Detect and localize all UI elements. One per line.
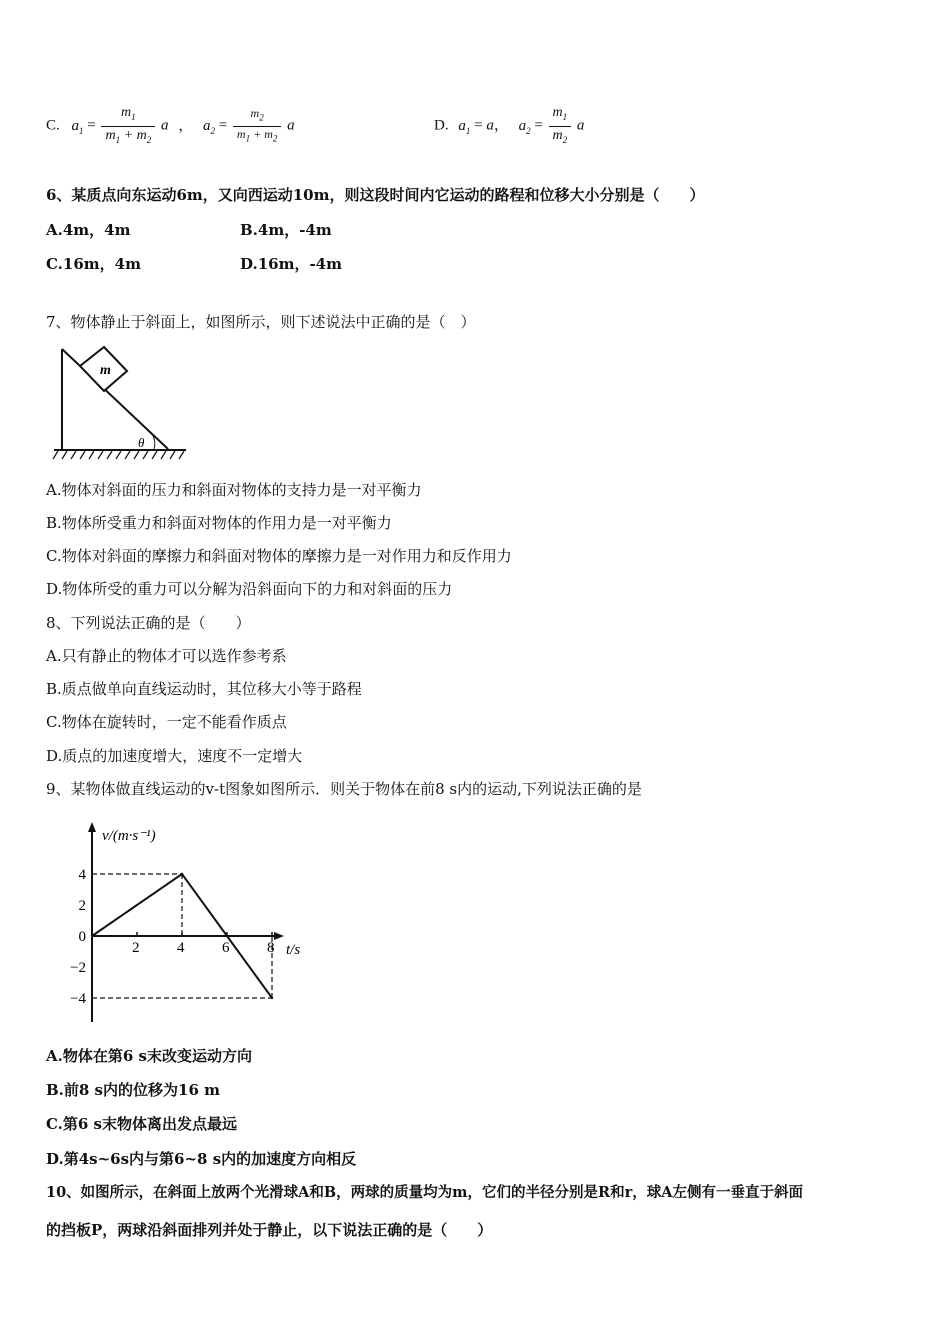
q5-option-c: C. $a_1$ = $\frac{m_1}{m_1 + m_2}$ a ， $a_2$ = $\frac{m_2}{m_1 + m_2}$ a [46, 104, 295, 149]
data-point [226, 935, 228, 937]
y-axis-label: v/(m·s⁻¹) [102, 828, 156, 844]
option-label: C. [46, 117, 60, 134]
x-axis-label: t/s [286, 942, 301, 958]
q10-line-1: 10、如图所示，在斜面上放两个光滑球A和B，两球的质量均为m，它们的半径分别是R和r，球A左侧有一垂直于斜面 [46, 1184, 803, 1201]
q7-option-b: B.物体所受重力和斜面对物体的作用力是一对平衡力 [46, 514, 392, 532]
q5-option-d: D. $a_1 = a$， $a_2$ = $\frac{m_1}{m_2}$ a [434, 104, 584, 149]
angle-label: θ [138, 435, 145, 450]
q7-option-d: D.物体所受的重力可以分解为沿斜面向下的力和对斜面的压力 [46, 580, 453, 598]
q6-option-b: B.4m，-4m [240, 221, 332, 239]
q6-option-d: D.16m，-4m [240, 255, 342, 273]
q9-option-d: D.第4s~6s内与第6~8 s内的加速度方向相反 [46, 1150, 357, 1168]
incline-figure [50, 343, 190, 465]
y-axis-arrow [88, 822, 96, 832]
y-tick-label: 0 [78, 929, 86, 945]
vt-chart [58, 818, 318, 1030]
q9-option-a: A.物体在第6 s末改变运动方向 [46, 1047, 252, 1065]
q8-option-d: D.质点的加速度增大，速度不一定增大 [46, 747, 303, 765]
y-tick-label: 2 [78, 898, 86, 914]
y-tick-label: −4 [70, 991, 86, 1007]
q8-option-a: A.只有静止的物体才可以选作参考系 [46, 647, 287, 665]
q8-option-b: B.质点做单向直线运动时，其位移大小等于路程 [46, 680, 362, 698]
q7-option-c: C.物体对斜面的摩擦力和斜面对物体的摩擦力是一对作用力和反作用力 [46, 547, 512, 565]
q9-question: 9、某物体做直线运动的v-t图象如图所示．则关于物体在前8 s内的运动,下列说法正确的是 [46, 780, 642, 798]
q7-option-a: A.物体对斜面的压力和斜面对物体的支持力是一对平衡力 [46, 481, 422, 499]
fraction: $\frac{m_2}{m_1 + m_2}$ [233, 106, 281, 146]
q6-question: 6、某质点向东运动6m，又向西运动10m，则这段时间内它运动的路程和位移大小分别是（ ） [46, 186, 705, 204]
x-tick-label: 8 [267, 940, 275, 956]
block-label: m [100, 363, 111, 378]
q6-option-a: A.4m，4m [46, 221, 131, 239]
q9-option-c: C.第6 s末物体离出发点最远 [46, 1115, 238, 1133]
data-point [91, 935, 93, 937]
data-point [181, 873, 183, 875]
y-tick-label: 4 [78, 867, 86, 883]
q9-option-b: B.前8 s内的位移为16 m [46, 1081, 220, 1099]
q8-option-c: C.物体在旋转时，一定不能看作质点 [46, 713, 287, 731]
y-tick-label: −2 [70, 960, 86, 976]
x-tick-label: 2 [132, 940, 140, 956]
fraction: $\frac{m_1}{m_1 + m_2}$ [101, 104, 155, 149]
q10-line-2: 的挡板P，两球沿斜面排列并处于静止，以下说法正确的是（ ） [46, 1221, 493, 1239]
x-tick-label: 6 [222, 940, 230, 956]
q6-option-c: C.16m，4m [46, 255, 141, 273]
q7-question: 7、物体静止于斜面上，如图所示，则下述说法中正确的是（ ） [46, 313, 476, 331]
x-axis-arrow [274, 932, 284, 940]
q8-question: 8、下列说法正确的是（ ） [46, 614, 251, 632]
fraction: $\frac{m_1}{m_2}$ [549, 104, 572, 149]
option-label: D. [434, 117, 449, 134]
data-point [271, 997, 273, 999]
x-tick-label: 4 [177, 940, 185, 956]
